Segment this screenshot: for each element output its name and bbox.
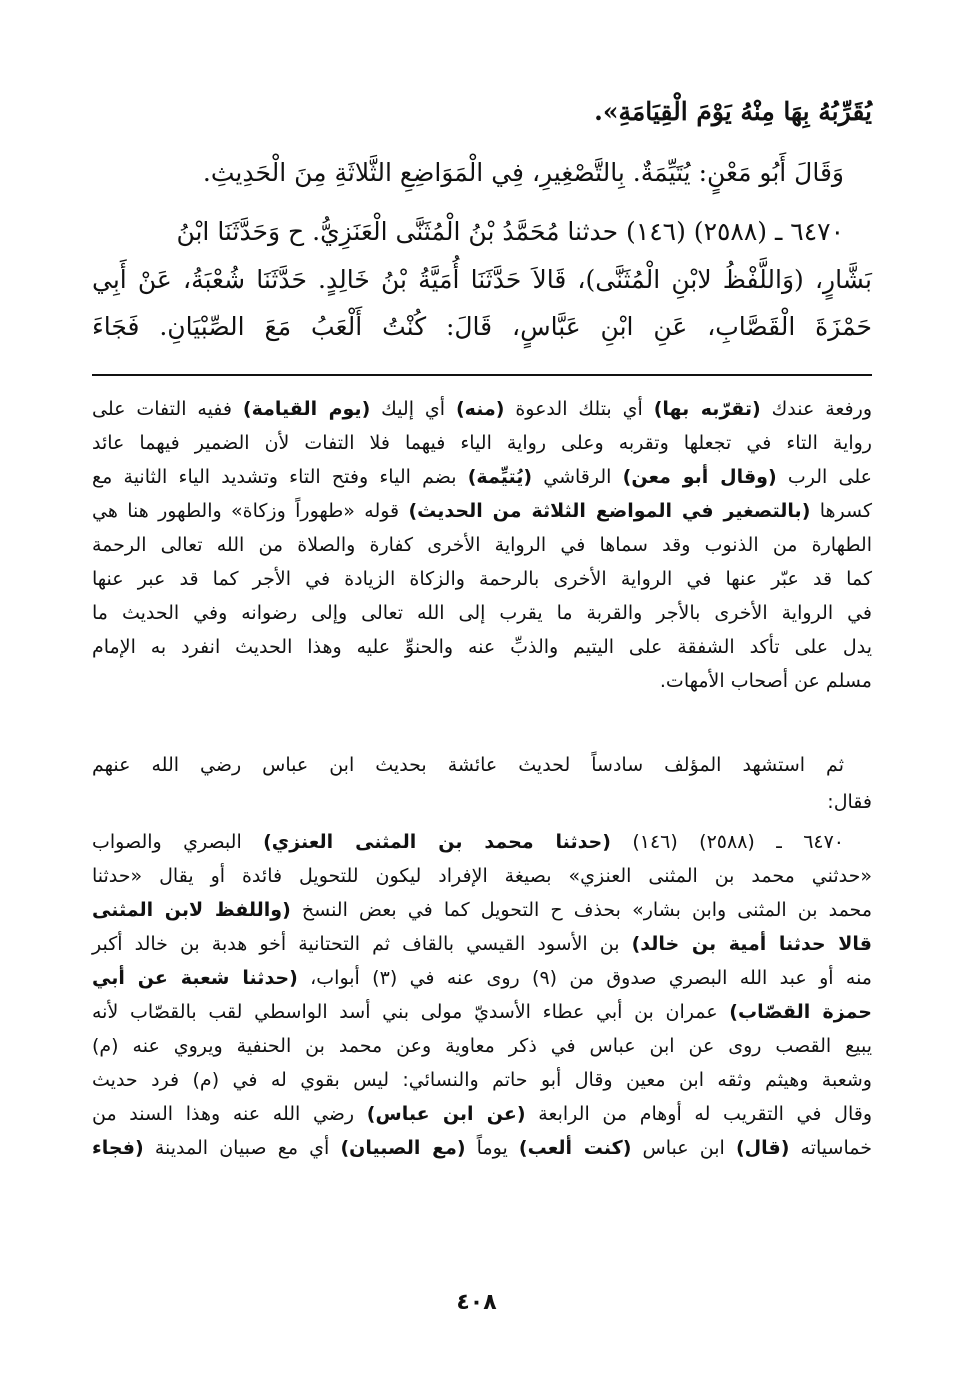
commentary-line	[92, 927, 872, 961]
commentary-text: رضي الله عنه وهذا السند من	[92, 1103, 367, 1125]
commentary-text: «حدثني محمد بن المثنى العنزي» بصيغة الإفراد ليكون للتحويل فائدة أو يقال «حدثنا	[92, 865, 872, 887]
commentary-line	[92, 630, 872, 664]
commentary-text: أي مع صبيان المدينة	[143, 1137, 341, 1159]
commentary-line	[92, 494, 872, 528]
commentary-line	[92, 1029, 872, 1063]
hadith-line: حَمْزَةَ الْقَصَّابِ، عَنِ ابْنِ عَبَّاسٍ، قَالَ: كُنْتُ أَلْعَبُ مَعَ الصِّبْيَانِ. فَجَاءَ	[92, 312, 872, 341]
commentary-line	[92, 562, 872, 596]
commentary-text: ورفعة عندك	[760, 398, 872, 420]
commentary-text: أي إليك	[370, 398, 456, 420]
commentary-line	[92, 1131, 872, 1165]
commentary-line	[92, 859, 872, 893]
commentary-line	[92, 528, 872, 562]
commentary-text: وشعبة وهيثم وثقه ابن معين وقال أبو حاتم والنسائي: ليس بقوي له في (م) فرد حديث	[92, 1069, 872, 1091]
commentary-line	[92, 1097, 872, 1131]
commentary-text: خماسياته	[789, 1137, 872, 1159]
commentary-bold-text: حمزة القصّاب)	[729, 1001, 872, 1023]
commentary-bold-text: (حدثنا شعبة عن أبي	[92, 967, 298, 989]
commentary-line	[92, 426, 872, 460]
commentary-line	[92, 1063, 872, 1097]
hadith-line: ٦٤٧٠ ـ (٢٥٨٨) (١٤٦) حدثنا مُحَمَّدُ بْنُ الْمُثَنَّى الْعَنَزِيُّ. ح وَحَدَّثَنَا ابْنُ	[176, 217, 844, 246]
commentary-line	[92, 596, 872, 630]
commentary-bold-text: (بالتصغير في المواضع الثلاثة من الحديث)	[408, 500, 811, 522]
commentary-text: ابن عباس	[631, 1137, 736, 1159]
commentary-text: عمران بن أبي عطاء الأسديّ مولى بني أسد الواسطي لقب بالقصّاب لأنه	[92, 1001, 730, 1023]
commentary-line	[92, 664, 872, 698]
commentary-line	[92, 995, 872, 1029]
commentary-text: أي بتلك الدعوة	[504, 398, 654, 420]
commentary-text: مسلم عن أصحاب الأمهات.	[659, 670, 872, 692]
commentary-bold-text: (كنت ألعب)	[518, 1137, 632, 1159]
commentary-text: قوله «طهوراً وزكاة» والطهور هنا هي	[92, 500, 409, 522]
commentary-text: فقال:	[827, 791, 872, 813]
commentary-bold-text: (واللفظ لابن المثنى	[92, 899, 291, 921]
commentary-line	[92, 460, 872, 494]
commentary-text: في الرواية الأخرى بالأجر والقربة ما يقرب إلى الله تعالى وإلى رضوانه وفي الحديث ما	[92, 602, 872, 624]
commentary-bold-text: قالا حدثنا أمية بن خالد)	[631, 933, 872, 955]
commentary-text: ٦٤٧٠ ـ (٢٥٨٨) (١٤٦)	[610, 831, 845, 853]
hadith-line: وَقَالَ أَبُو مَعْنٍ: يُتَيِّمَةٌ. بِالتَّصْغِيرِ، فِي الْمَوَاضِعِ الثَّلاثَةِ مِنَ الْحَدِيثِ.	[202, 158, 844, 187]
commentary-text: وقال في التقريب له أوهام من الرابعة	[525, 1103, 872, 1125]
commentary-bold-text: (قال)	[735, 1137, 790, 1159]
commentary-line	[92, 961, 872, 995]
commentary-text: ثم استشهد المؤلف سادساً لحديث عائشة بحديث ابن عباس رضي الله عنهم	[92, 754, 844, 776]
hadith-line: يُقَرِّبُهُ بِهَا مِنْهُ يَوْمَ الْقِيَامَةِ».	[594, 97, 872, 126]
commentary-text: البصري والصواب	[92, 831, 264, 853]
commentary-text: ففيه التفات على	[92, 398, 243, 420]
footnote-separator	[92, 374, 872, 376]
commentary-text: الطهارة من الذنوب وقد سماها في الرواية الأخرى كفارة والصلاة من الله تعالى الرحمة	[92, 534, 872, 556]
commentary-bold-text: (فجاء	[92, 1137, 144, 1159]
commentary-bold-text: (يُتيِّمة)	[467, 466, 533, 488]
hadith-line: بَشَّارٍ، (وَاللَّفْظُ لابْنِ الْمُثَنَّى)، قَالاَ حَدَّثَنَا أُمَيَّةُ بْنُ خَالِدٍ. حَدَّثَنَا شُعْبَةُ، عَنْ أَبِي	[92, 265, 872, 294]
commentary-bold-text: (يوم القيامة)	[242, 398, 371, 420]
commentary-bold-text: (مع الصبيان)	[340, 1137, 466, 1159]
commentary-text: محمد بن المثنى وابن بشار» بحذف ح التحويل كما في بعض النسخ	[290, 899, 872, 921]
commentary-text: الرقاشي	[532, 466, 623, 488]
commentary-bold-text: (وقال أبو معن)	[622, 466, 777, 488]
commentary-bold-text: (حدثنا محمد بن المثنى العنزي)	[263, 831, 611, 853]
commentary-text: يدل على تأكد الشفقة على اليتيم والذبِّ عنه والحنوِّ عليه وهذا الحديث انفرد به الإمام	[92, 636, 872, 658]
commentary-line	[92, 825, 872, 859]
commentary-text: رواية التاء في تجعلها وتقربه وعلى رواية الياء فيهما فلا التفات لأن الضمير فيهما عائد	[92, 432, 872, 454]
commentary-bold-text: (تقرّبه بها)	[653, 398, 761, 420]
commentary-line	[92, 392, 872, 426]
commentary-text: يوماً	[465, 1137, 519, 1159]
commentary-text: يبيع القصب روى عن ابن عباس في ذكر معاوية وعن محمد بن الحنفية ويروي عنه (م)	[92, 1035, 872, 1057]
commentary-text: على الرب	[776, 466, 872, 488]
commentary-line	[92, 893, 872, 927]
commentary-text: بضم الياء وفتح التاء وتشديد الياء الثانية مع	[92, 466, 468, 488]
commentary-bold-text: (عن ابن عباس)	[366, 1103, 526, 1125]
commentary-bold-text: (منه)	[455, 398, 505, 420]
commentary-text: كسرها	[810, 500, 873, 522]
page-number: ٤٠٨	[456, 1290, 497, 1315]
commentary-text: كما قد عبّر عنها في الرواية الأخرى بالرحمة والزكاة الزيادة في الأجر كما قد عبر عنها	[92, 568, 872, 590]
commentary-text: بن الأسود القيسي بالقاف ثم التحتانية أخو هدبة بن خالد أكبر	[92, 933, 632, 955]
commentary-line	[92, 748, 872, 782]
commentary-text: منه أو عبد الله البصري صدوق من (٩) روى عنه في (٣) أبواب،	[297, 967, 872, 989]
commentary-line	[92, 785, 872, 819]
